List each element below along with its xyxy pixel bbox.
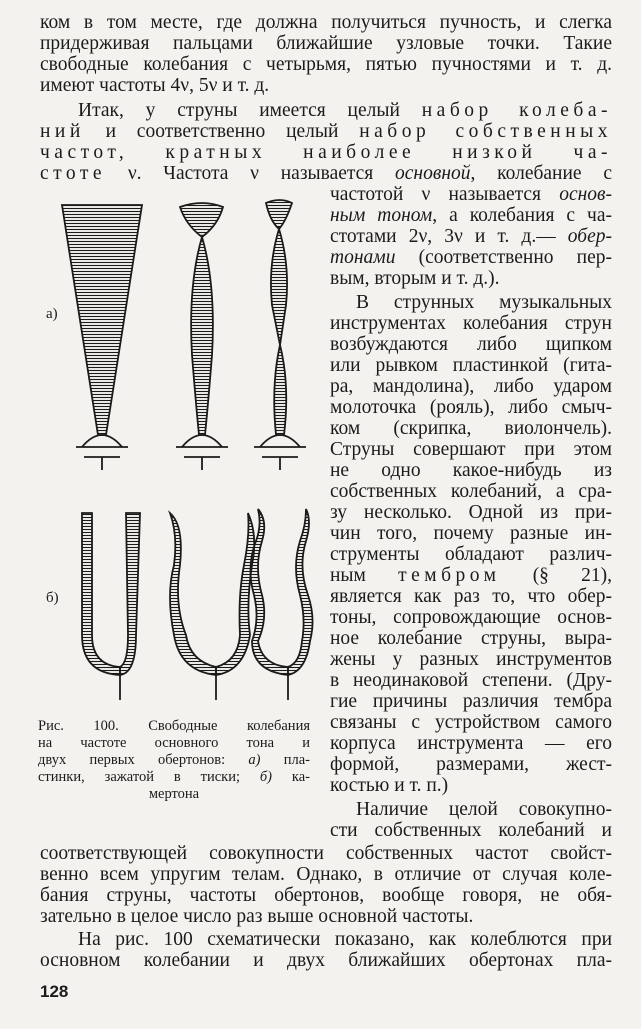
text-line: зу несколько. Одной из при- <box>330 502 612 523</box>
text-line: формой, размерами, жест- <box>330 754 612 775</box>
text-line: стоте ν. Частота ν называется основной, колебание с <box>40 163 612 184</box>
text-line: тонами (соответственно пер- <box>330 247 612 268</box>
text-line: ным тоном, а колебания с ча- <box>330 205 612 226</box>
text-line: ком (скрипка, виолончель). <box>330 418 612 439</box>
text-line: тоны, сопровождающие основ- <box>330 607 612 628</box>
fork-overtone-1-right <box>216 513 254 675</box>
fork-fundamental-left <box>82 513 120 675</box>
figure-caption: стинки, зажатой в тиски; б) ка- <box>38 769 310 785</box>
text-line: придерживая пальцами ближайшие узловые точки. Такие <box>40 33 612 54</box>
text-line: является как раз то, что обер- <box>330 586 612 607</box>
text-line: возбуждаются либо щипком <box>330 334 612 355</box>
fork-overtone-1-left <box>170 513 216 675</box>
plate-overtone-2-lower <box>274 345 286 435</box>
text-line: ным тембром (§ 21), <box>330 565 612 586</box>
figure-label-b: б) <box>46 590 59 606</box>
text-line: сти собственных колебаний и <box>330 820 612 841</box>
text-line: или рывком пластинкой (гита- <box>330 355 612 376</box>
text-line: вым, вторым и т. д.). <box>330 268 500 289</box>
text-line: костью и т. п.) <box>330 775 449 796</box>
text-line: в неодинаковой степени. (Дру- <box>330 670 612 691</box>
text-line: ком в том месте, где должна получиться пучность, и слегка <box>40 12 612 33</box>
text-line: гие причины различия тембра <box>330 691 612 712</box>
text-line: венно всем упругим телам. Однако, в отличие от случая коле- <box>40 864 612 885</box>
text-line: Итак, у струны имеется целый набор колеба- <box>78 100 612 121</box>
text-line: соответствующей совокупности собственных частот свойст- <box>40 843 612 864</box>
fork-fundamental-right <box>120 513 140 675</box>
text-line: зательно в целое число раз выше основной частоты. <box>40 906 474 927</box>
text-line: не одно какое-нибудь из <box>330 460 612 481</box>
text-line: инструментах колебания струн <box>330 313 612 334</box>
plate-overtone-1 <box>180 203 223 237</box>
figure-caption: Рис. 100. Свободные колебания <box>38 718 310 734</box>
plate-fundamental <box>62 205 142 435</box>
figure-caption: двух первых обертонов: а) пла- <box>38 752 310 768</box>
text-line: стотами 2ν, 3ν и т. д.— обер- <box>330 226 612 247</box>
text-line: чин того, почему разные ин- <box>330 523 612 544</box>
plate-overtone-2 <box>266 200 292 229</box>
figure-100 <box>40 195 320 705</box>
text-line: ний и соответственно целый набор собственных <box>40 121 612 142</box>
figure-caption: на частоте основного тона и <box>38 735 310 751</box>
text-line: связаны с устройством самого <box>330 712 612 733</box>
text-line: частотой ν называется основ- <box>330 184 612 205</box>
text-line: основном колебании и двух ближайших обертонах пла- <box>40 950 612 971</box>
text-line: Струны совершают при этом <box>330 439 612 460</box>
text-line: Наличие целой совокупно- <box>356 799 612 820</box>
text-line: ра, мандолина), либо ударом <box>330 376 612 397</box>
text-line: На рис. 100 схематически показано, как колеблются при <box>78 929 612 950</box>
fork-overtone-2-left <box>250 509 288 675</box>
text-line: жены у разных инструментов <box>330 649 612 670</box>
page-number: 128 <box>40 982 69 1001</box>
text-line: имеют частоты 4ν, 5ν и т. д. <box>40 75 270 96</box>
fork-overtone-2-right <box>288 509 313 675</box>
text-line: струменты обладают различ- <box>330 544 612 565</box>
text-line: собственных колебаний, а сра- <box>330 481 612 502</box>
text-line: корпуса инструмента — его <box>330 733 612 754</box>
text-line: ное колебание струны, выра- <box>330 628 612 649</box>
plate-overtone-1-lower <box>191 237 213 435</box>
text-line: молоточка (рояль), либо смыч- <box>330 397 612 418</box>
text-line: свободные колебания с четырьмя, пятью пучностями и т. д. <box>40 54 612 75</box>
text-line: бания струны, частоты обертонов, вообще говоря, не обя- <box>40 885 612 906</box>
text-line: частот, кратных наиболее низкой ча- <box>40 142 612 163</box>
figure-caption: мертона <box>148 786 200 802</box>
figure-label-a: а) <box>46 306 58 322</box>
plate-overtone-2-mid <box>271 229 287 345</box>
text-line: В струнных музыкальных <box>356 292 612 313</box>
